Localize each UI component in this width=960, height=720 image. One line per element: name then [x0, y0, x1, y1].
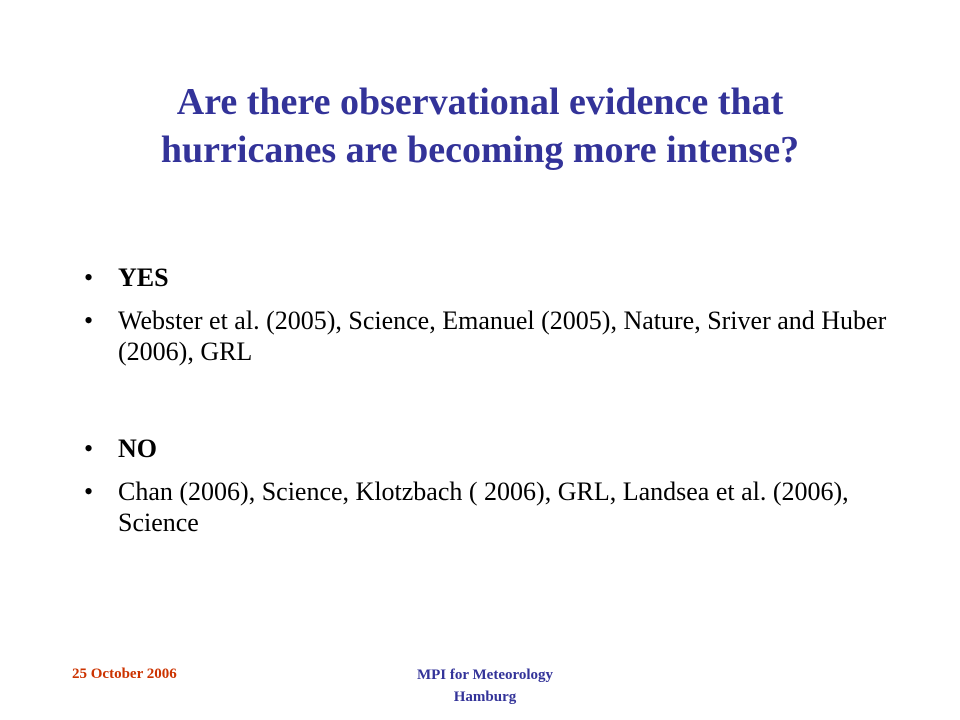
bullet-glyph: • [84, 434, 94, 463]
bullet-no-references [80, 476, 900, 538]
title-line-1: Are there observational evidence that [176, 81, 784, 123]
bullet-no-references-text: Chan (2006), Science, Klotzbach ( 2006), GRL, Landsea et al. (2006), Science [118, 477, 849, 537]
footer-organization [360, 664, 610, 708]
bullet-no [80, 433, 900, 464]
footer-org-line-2: Hamburg [453, 689, 517, 705]
bullet-yes-label: YES [118, 263, 169, 292]
slide-title [80, 78, 880, 174]
bullet-glyph: • [84, 477, 94, 506]
bullet-glyph: • [84, 306, 94, 335]
bullet-list [80, 262, 900, 550]
footer-date: 25 October 2006 [72, 666, 177, 682]
title-line-2: hurricanes are becoming more intense? [160, 129, 800, 171]
bullet-glyph: • [84, 263, 94, 292]
bullet-yes-references [80, 305, 900, 367]
footer-org-line-1: MPI for Meteorology [416, 667, 554, 683]
bullet-yes-references-text: Webster et al. (2005), Science, Emanuel (2005), Nature, Sriver and Huber (2006), GRL [118, 306, 887, 366]
bullet-no-label: NO [118, 434, 157, 463]
bullet-yes [80, 262, 900, 293]
